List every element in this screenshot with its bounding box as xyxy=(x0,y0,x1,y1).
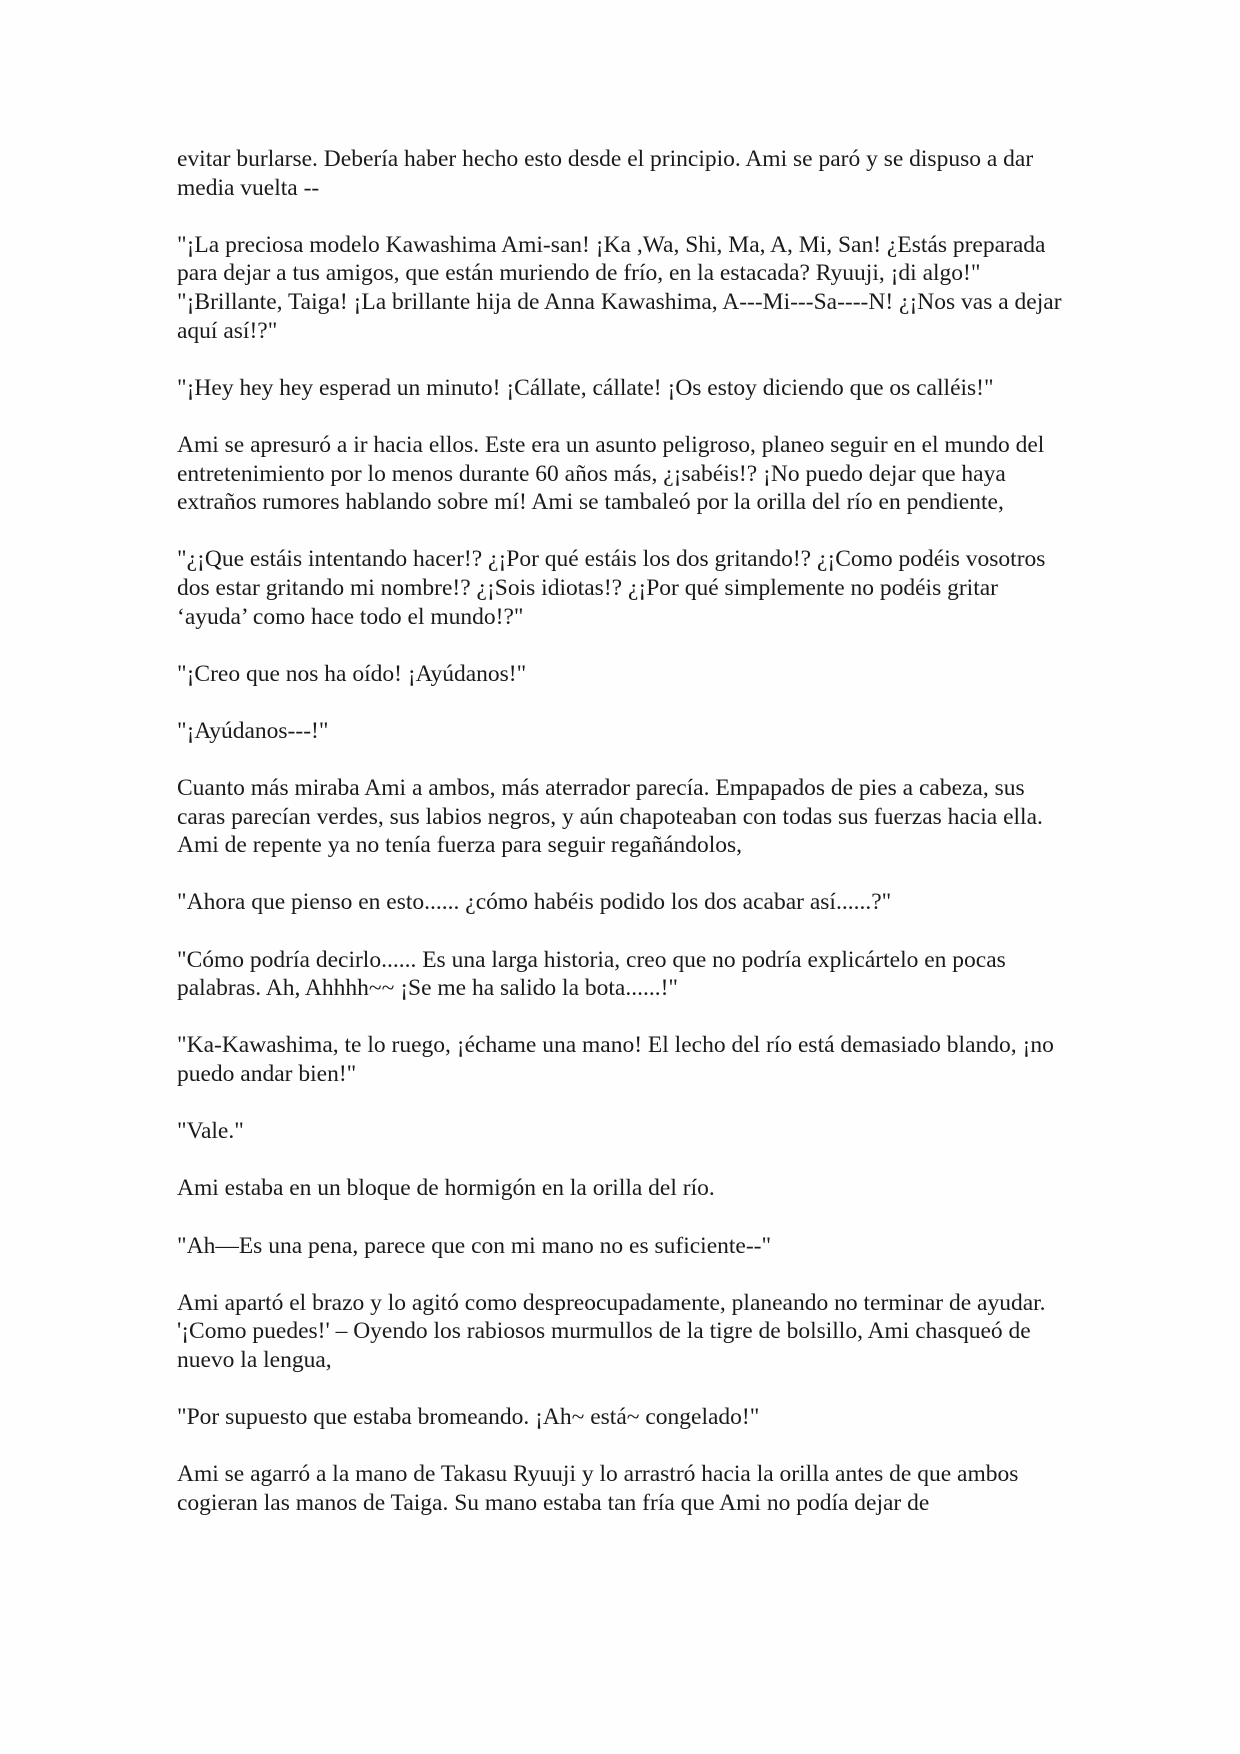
paragraph: "Cómo podría decirlo...... Es una larga historia, creo que no podría explicártelo en pocas palabras. Ah, Ahhhh~~ ¡Se me ha salido la bota......!" xyxy=(177,946,1006,1002)
paragraph: "¡Brillante, Taiga! ¡La brillante hija de Anna Kawashima, A---Mi---Sa----N! ¿¡Nos vas a dejar aquí así!?" xyxy=(177,288,1062,344)
paragraph: "Ah—Es una pena, parece que con mi mano no es suficiente--" xyxy=(177,1232,772,1259)
paragraph: "Ahora que pienso en esto...... ¿cómo habéis podido los dos acabar así......?" xyxy=(177,889,892,916)
paragraph: Ami se agarró a la mano de Takasu Ryuuji y lo arrastró hacia la orilla antes de que ambos cogieran las manos de Taiga. Su mano estaba tan fría que Ami no podía dejar de xyxy=(177,1461,1019,1516)
paragraph: "Ka-Kawashima, te lo ruego, ¡échame una mano! El lecho del río está demasiado blando, ¡no puedo andar bien!" xyxy=(177,1032,1054,1087)
paragraph: "¡Creo que nos ha oído! ¡Ayúdanos!" xyxy=(177,660,527,687)
paragraph: "¿¡Que estáis intentando hacer!? ¿¡Por qué estáis los dos gritando!? ¿¡Como podéis vosotros dos estar gritando mi nombre!? ¿¡Sois idiotas!? ¿¡Por qué simplemente no podéis gritar ‘ayuda’ como hace todo el mundo!?" xyxy=(177,546,1046,630)
paragraph: Cuanto más miraba Ami a ambos, más aterrador parecía. Empapados de pies a cabeza, sus caras parecían verdes, sus labios negros, y aún chapoteaban con todas sus fuerzas hacia ella. Ami de repente ya no tenía fuerza para seguir regañándolos, xyxy=(177,775,1043,859)
paragraph: Ami apartó el brazo y lo agitó como despreocupadamente, planeando no terminar de ayudar. '¡Como puedes!' – Oyendo los rabiosos murmullos de la tigre de bolsillo, Ami chasqueó de nuevo la lengua, xyxy=(177,1289,1046,1373)
paragraph: "¡Ayúdanos---!" xyxy=(177,717,329,744)
paragraph: Ami se apresuró a ir hacia ellos. Este era un asunto peligroso, planeo seguir en el mundo del entretenimiento por lo menos durante 60 años más, ¿¡sabéis!? ¡No puedo dejar que haya extraños rumores hablando sobre mí! Ami se tambaleó por la orilla del río en pendiente, xyxy=(177,431,1045,516)
text-body xyxy=(177,145,1067,1518)
paragraph: "Por supuesto que estaba bromeando. ¡Ah~ está~ congelado!" xyxy=(177,1404,760,1431)
paragraph: "¡Hey hey hey esperad un minuto! ¡Cállate, cállate! ¡Os estoy diciendo que os calléis!" xyxy=(177,374,994,401)
paragraph: "¡La preciosa modelo Kawashima Ami-san! ¡Ka ,Wa, Shi, Ma, A, Mi, San! ¿Estás preparada para dejar a tus amigos, que están muriendo de frío, en la estacada? Ryuuji, ¡di algo!" xyxy=(177,231,1046,287)
paragraph: Ami estaba en un bloque de hormigón en la orilla del río. xyxy=(177,1175,715,1202)
paragraph: evitar burlarse. Debería haber hecho esto desde el principio. Ami se paró y se dispuso a dar media vuelta -- xyxy=(177,146,1034,201)
paragraph: "Vale." xyxy=(177,1118,244,1145)
